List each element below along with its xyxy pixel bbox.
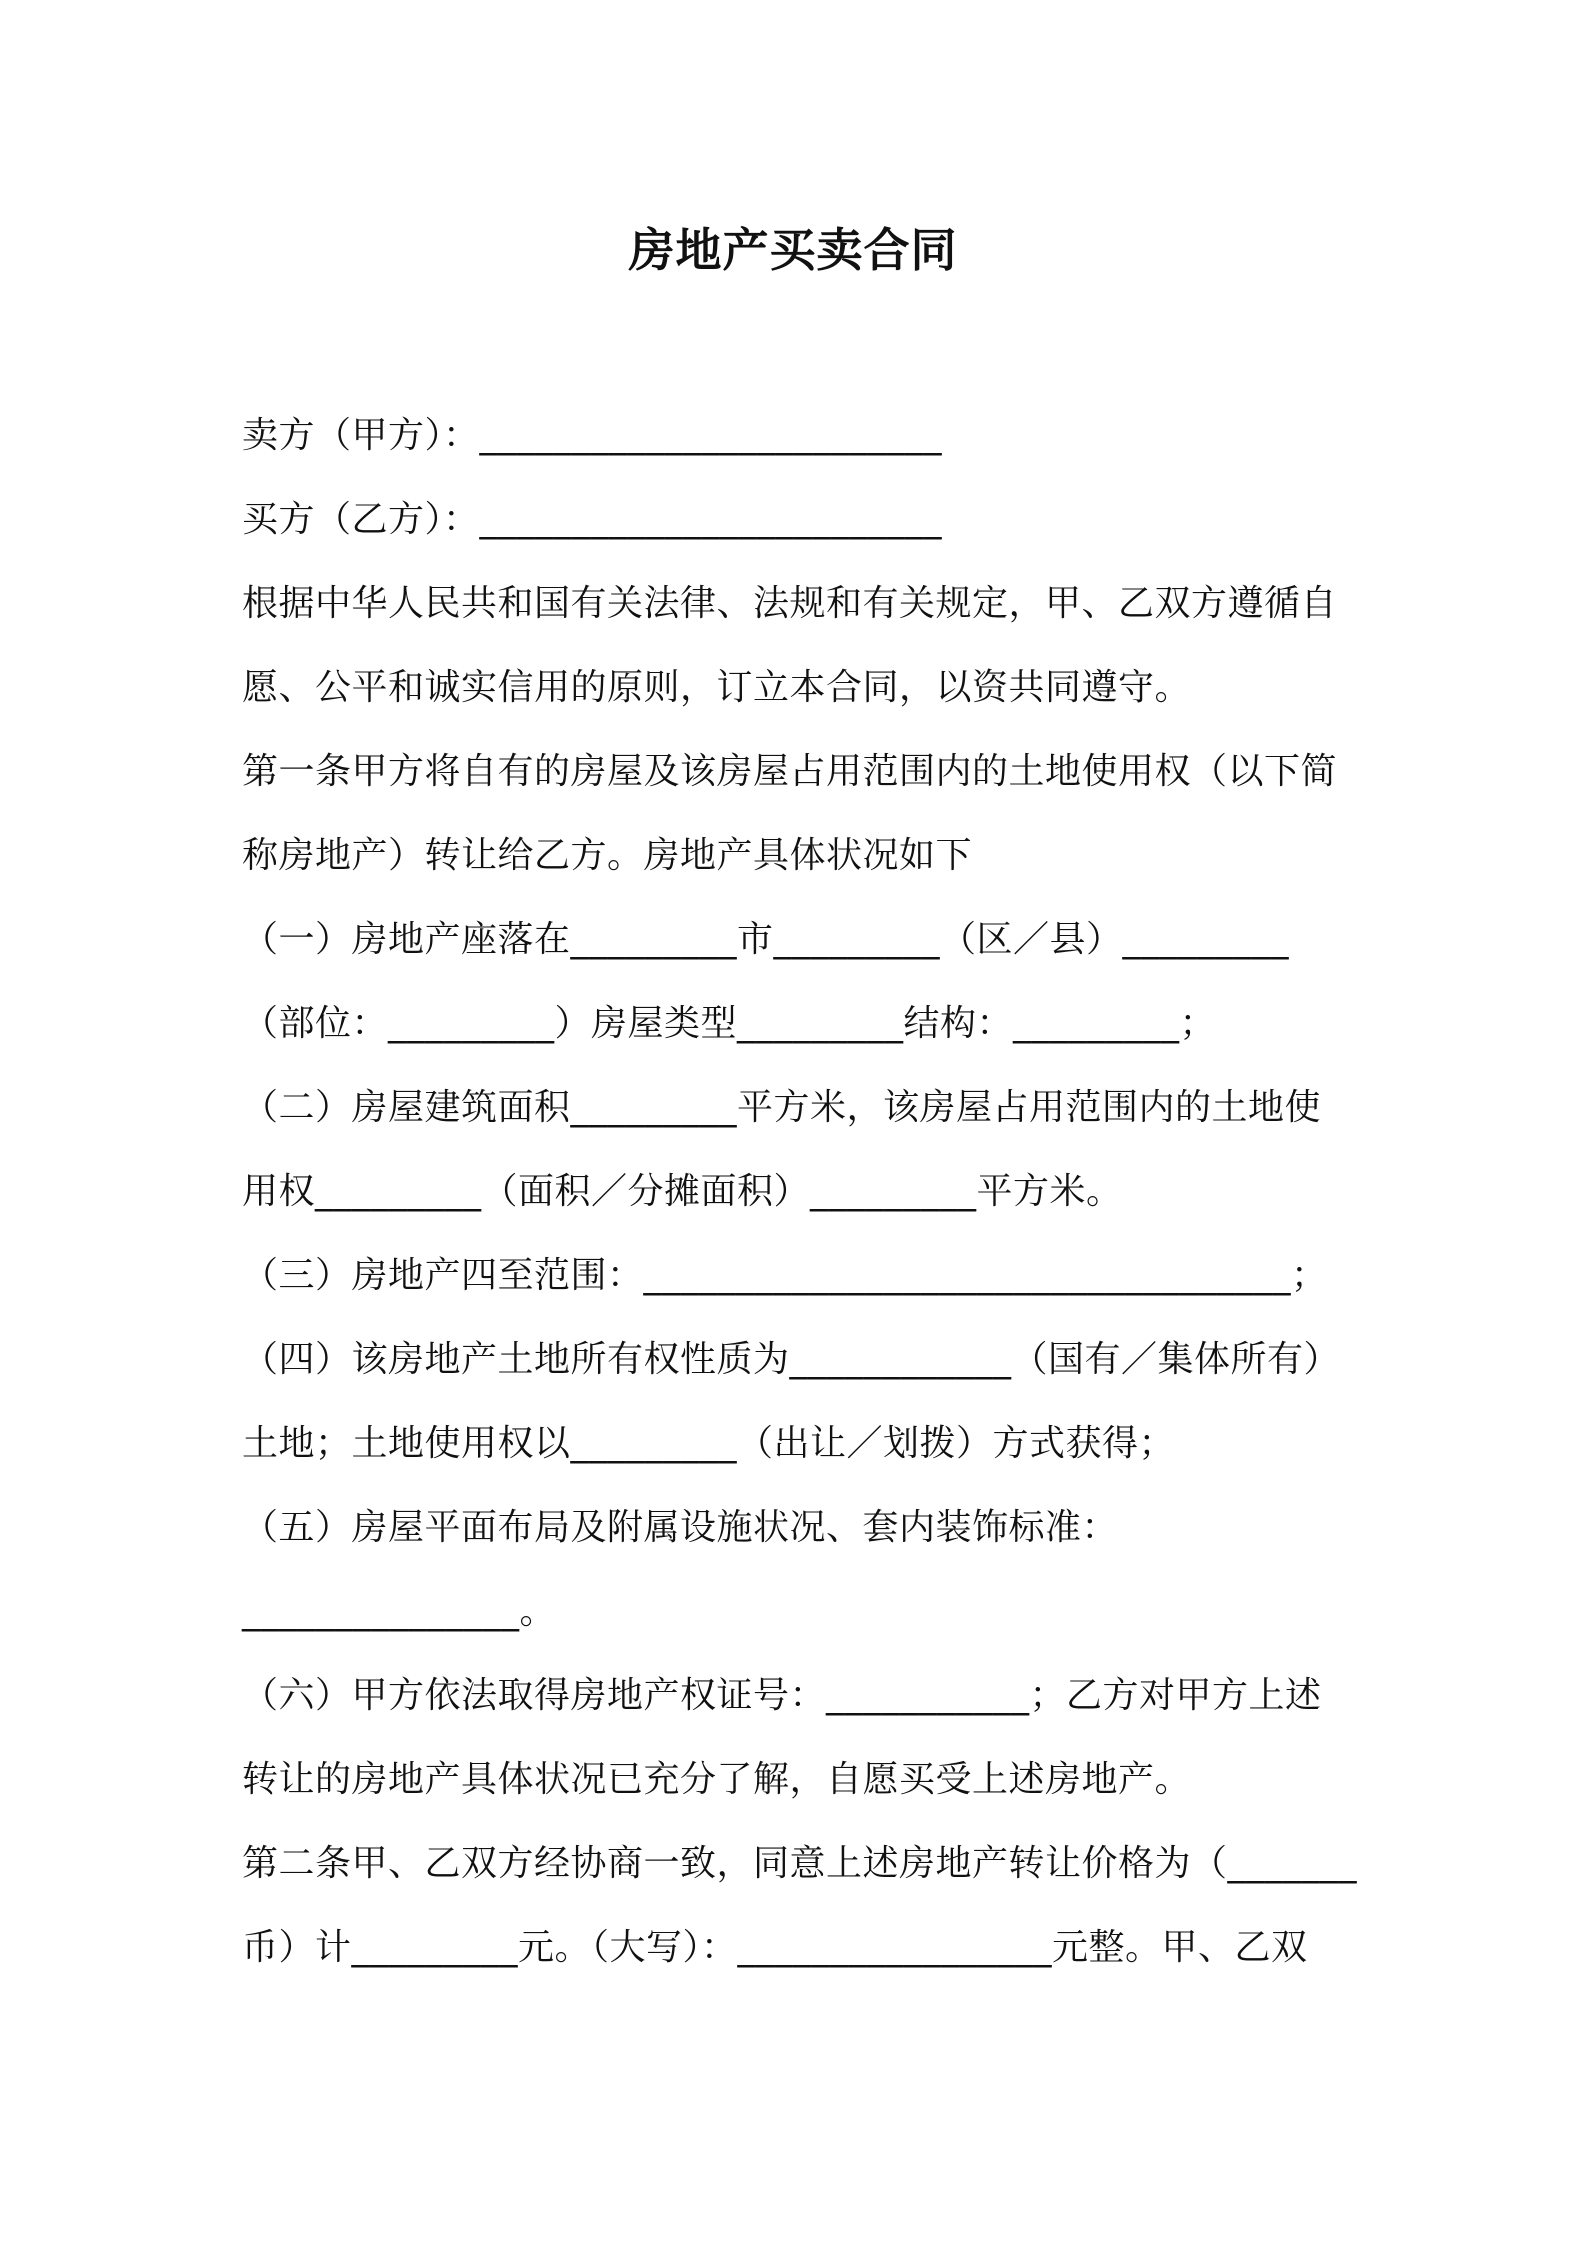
clause-3-line: （三）房地产四至范围：___________________________________； (242, 1255, 1328, 1296)
article-1-line: 第一条甲方将自有的房屋及该房屋占用范围内的土地使用权（以下简 (242, 751, 1338, 792)
clause-1-line: （一）房地产座落在_________市_________（区／县）_________ (242, 919, 1290, 960)
clause-6-line: （六）甲方依法取得房地产权证号：___________；乙方对甲方上述 (242, 1675, 1322, 1716)
preamble-line: 根据中华人民共和国有关法律、法规和有关规定，甲、乙双方遵循自 (242, 583, 1338, 624)
clause-2-line: 用权_________（面积／分摊面积）_________平方米。 (242, 1171, 1123, 1212)
seller-line: 卖方（甲方）：_________________________ (242, 415, 943, 456)
buyer-line: 买方（乙方）：_________________________ (242, 499, 943, 540)
clause-5-line: （五）房屋平面布局及附属设施状况、套内装饰标准： (242, 1507, 1119, 1548)
page-title: 房地产买卖合同 (628, 223, 958, 277)
preamble-line: 愿、公平和诚实信用的原则，订立本合同，以资共同遵守。 (242, 667, 1192, 708)
article-2-line: 第二条甲、乙双方经协商一致，同意上述房地产转让价格为（_______ (242, 1843, 1358, 1884)
article-2-line: 币）计_________元。（大写）：_________________元整。甲、乙双 (242, 1927, 1308, 1968)
clause-1-line: （部位：_________）房屋类型_________结构：_________； (242, 1003, 1217, 1044)
clause-4-line: （四）该房地产土地所有权性质为____________（国有／集体所有） (242, 1339, 1341, 1380)
article-1-line: 称房地产）转让给乙方。房地产具体状况如下 (242, 835, 973, 876)
clause-2-line: （二）房屋建筑面积_________平方米，该房屋占用范围内的土地使 (242, 1087, 1322, 1128)
clause-4-line: 土地；土地使用权以_________（出让／划拨）方式获得； (242, 1423, 1176, 1464)
clause-6-line: 转让的房地产具体状况已充分了解，自愿买受上述房地产。 (242, 1759, 1192, 1800)
clause-5-line: _______________。 (242, 1591, 556, 1632)
